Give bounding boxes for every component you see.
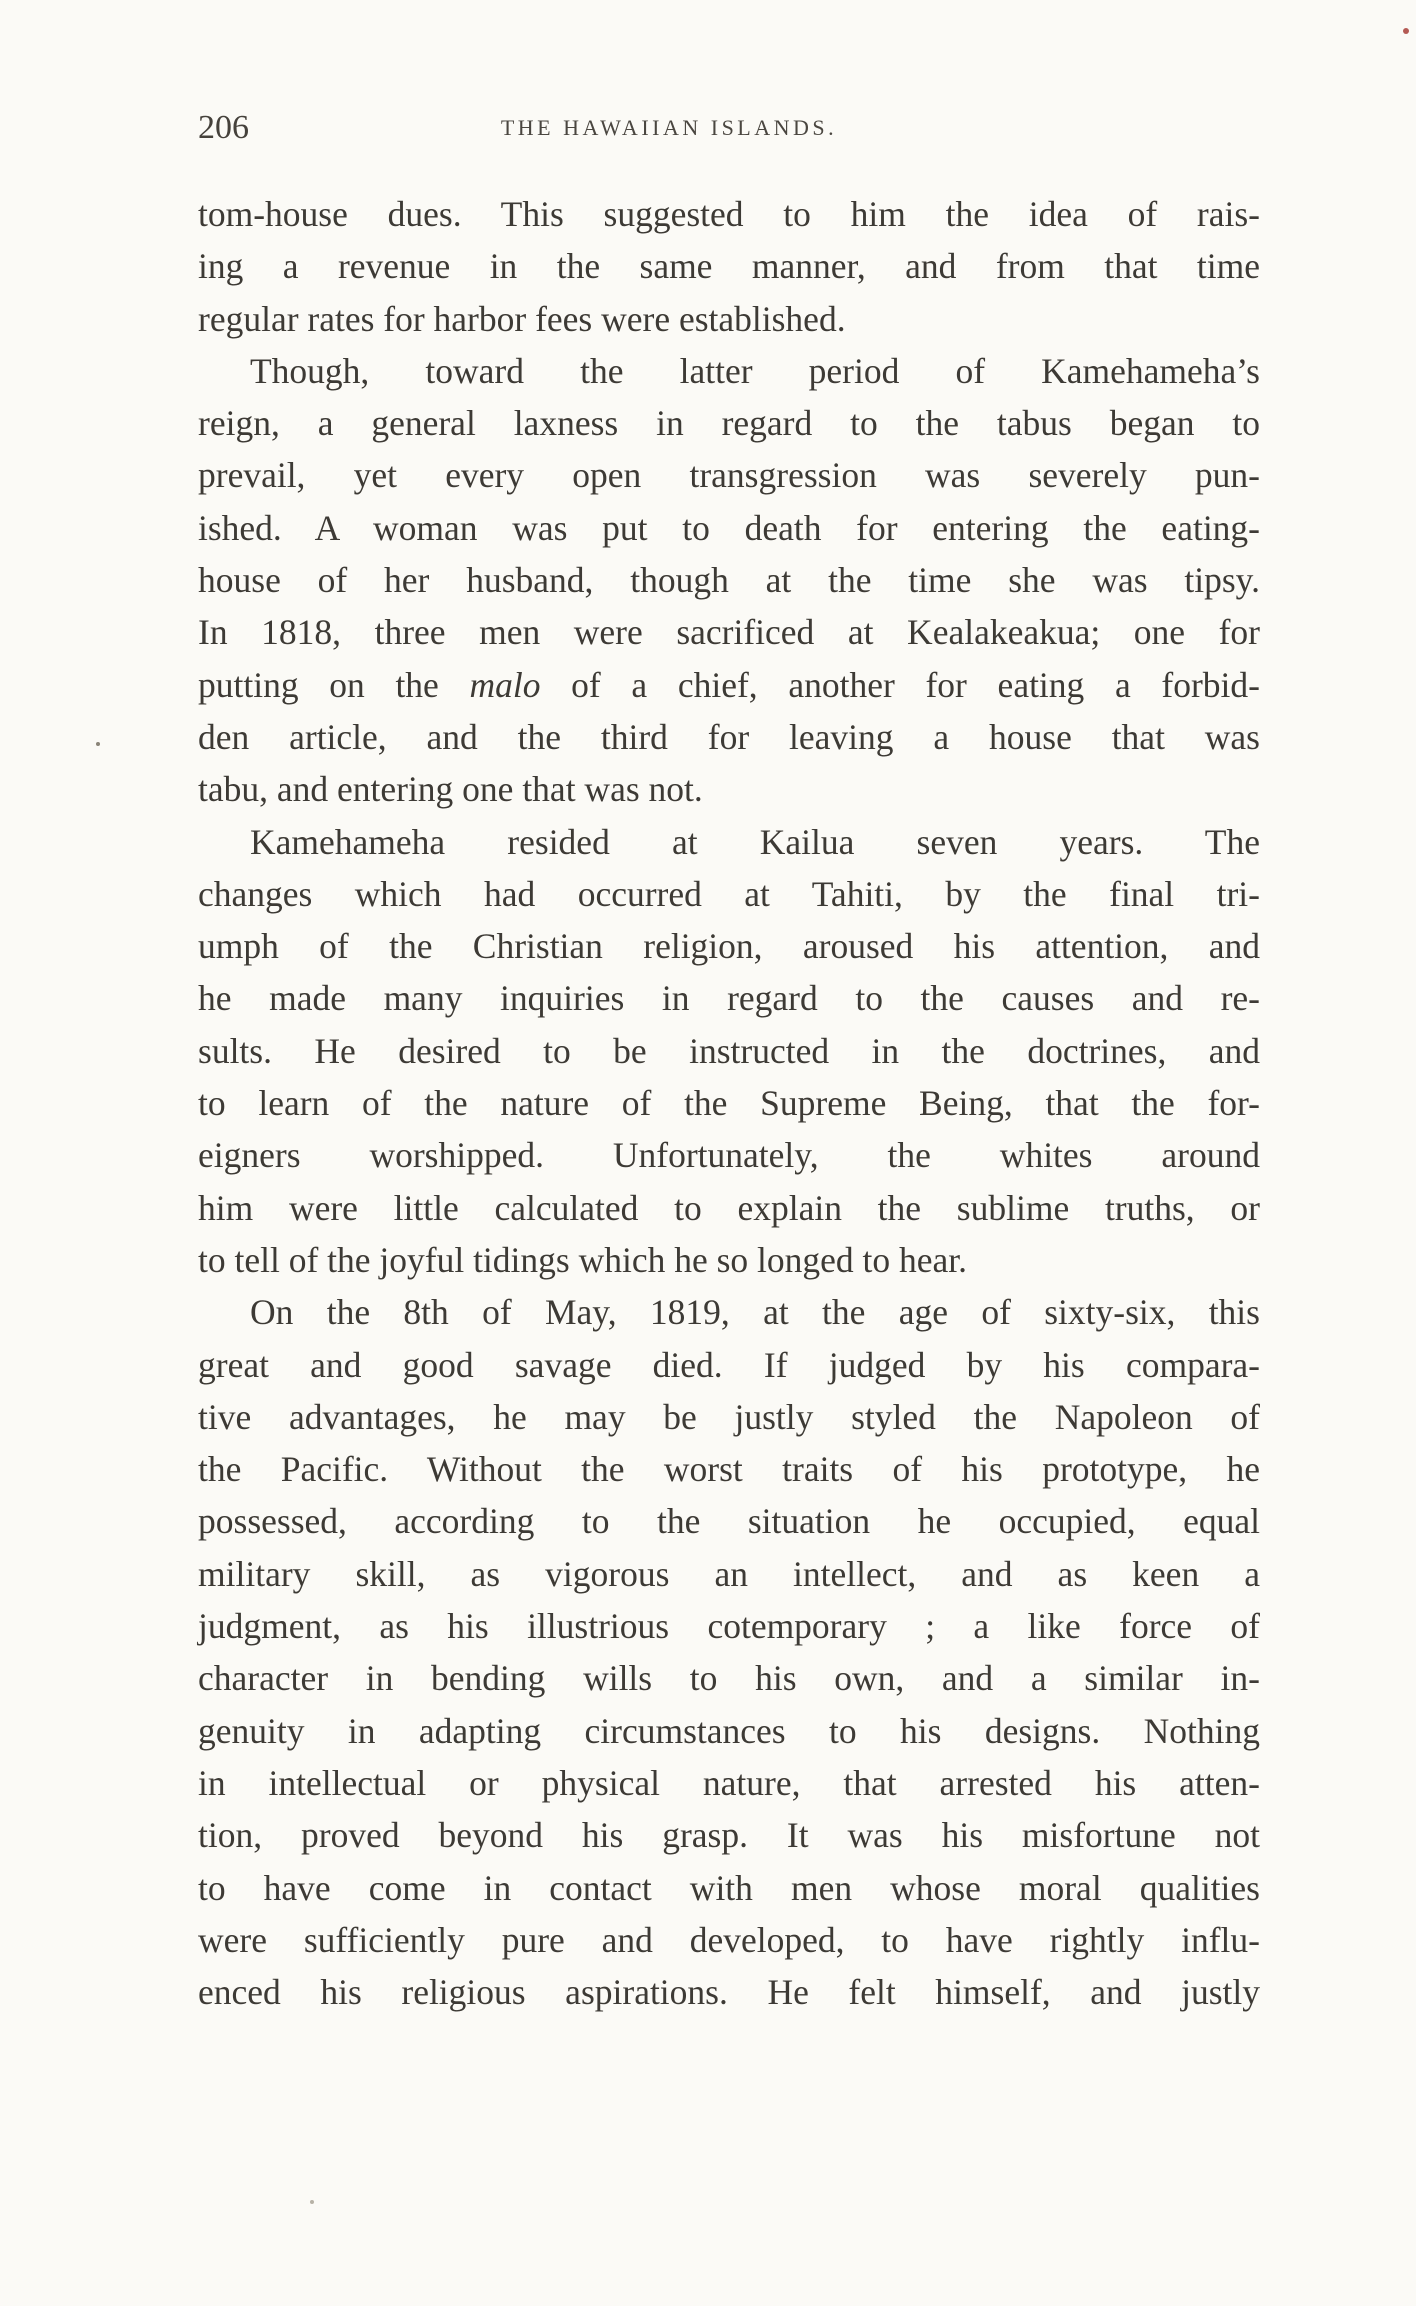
text-line: Kamehameha resided at Kailua seven years. The <box>250 821 1260 862</box>
text-line: were sufficiently pure and developed, to have rightly influ- <box>198 1919 1260 1960</box>
text-line: On the 8th of May, 1819, at the age of sixty-six, this <box>250 1292 1260 1333</box>
body-text <box>198 188 1260 2018</box>
text-line: changes which had occurred at Tahiti, by the final tri- <box>198 873 1260 914</box>
page-header <box>198 106 1260 150</box>
text-line: to learn of the nature of the Supreme Being, that the for- <box>198 1083 1260 1124</box>
text-line: the Pacific. Without the worst traits of his prototype, he <box>198 1449 1260 1490</box>
text-line: possessed, according to the situation he occupied, equal <box>198 1501 1260 1542</box>
text-line <box>198 659 1260 711</box>
text-line: him were little calculated to explain the sublime truths, or <box>198 1187 1260 1228</box>
ink-speck <box>96 742 100 746</box>
text-line: eigners worshipped. Unfortunately, the whites around <box>198 1135 1260 1176</box>
text-line: prevail, yet every open transgression was severely pun- <box>198 455 1260 496</box>
text-line: In 1818, three men were sacrificed at Kealakeakua; one for <box>198 612 1260 653</box>
text-line: Though, toward the latter period of Kamehameha’s <box>250 350 1260 391</box>
text-segment: of a chief, another for eating a forbid- <box>540 664 1260 705</box>
text-line: umph of the Christian religion, aroused his attention, and <box>198 926 1260 967</box>
text-line: to tell of the joyful tidings which he so longed to hear. <box>198 1239 968 1280</box>
text-line: judgment, as his illustrious cotemporary ; a like force of <box>198 1606 1260 1647</box>
text-line: enced his religious aspirations. He felt himself, and justly <box>198 1972 1260 2013</box>
text-line: military skill, as vigorous an intellect, and as keen a <box>198 1553 1260 1594</box>
text-line: den article, and the third for leaving a house that was <box>198 716 1260 757</box>
text-line: ing a revenue in the same manner, and from that time <box>198 246 1260 287</box>
text-line: in intellectual or physical nature, that arrested his atten- <box>198 1762 1260 1803</box>
text-line: genuity in adapting circumstances to his designs. Nothing <box>198 1710 1260 1751</box>
running-head: THE HAWAIIAN ISLANDS. <box>500 115 838 140</box>
page-number: 206 <box>198 109 249 146</box>
text-segment: putting on the <box>198 664 470 705</box>
text-line: house of her husband, though at the time she was tipsy. <box>198 560 1260 601</box>
text-line: regular rates for harbor fees were established. <box>198 298 846 339</box>
text-line: to have come in contact with men whose moral qualities <box>198 1867 1260 1908</box>
ink-speck <box>1403 28 1409 34</box>
text-line: sults. He desired to be instructed in the doctrines, and <box>198 1030 1260 1071</box>
ink-speck <box>310 2200 314 2204</box>
text-line: reign, a general laxness in regard to the tabus began to <box>198 403 1260 444</box>
text-line: tabu, and entering one that was not. <box>198 769 703 810</box>
text-line: character in bending wills to his own, and a similar in- <box>198 1658 1260 1699</box>
text-line: tion, proved beyond his grasp. It was his misfortune not <box>198 1815 1260 1856</box>
italic-word: malo <box>469 664 541 705</box>
text-line: ished. A woman was put to death for entering the eating- <box>198 507 1260 548</box>
text-line: tive advantages, he may be justly styled the Napoleon of <box>198 1396 1260 1437</box>
text-line: he made many inquiries in regard to the causes and re- <box>198 978 1260 1019</box>
text-line: great and good savage died. If judged by his compara- <box>198 1344 1260 1385</box>
text-line: tom-house dues. This suggested to him the idea of rais- <box>198 194 1260 234</box>
